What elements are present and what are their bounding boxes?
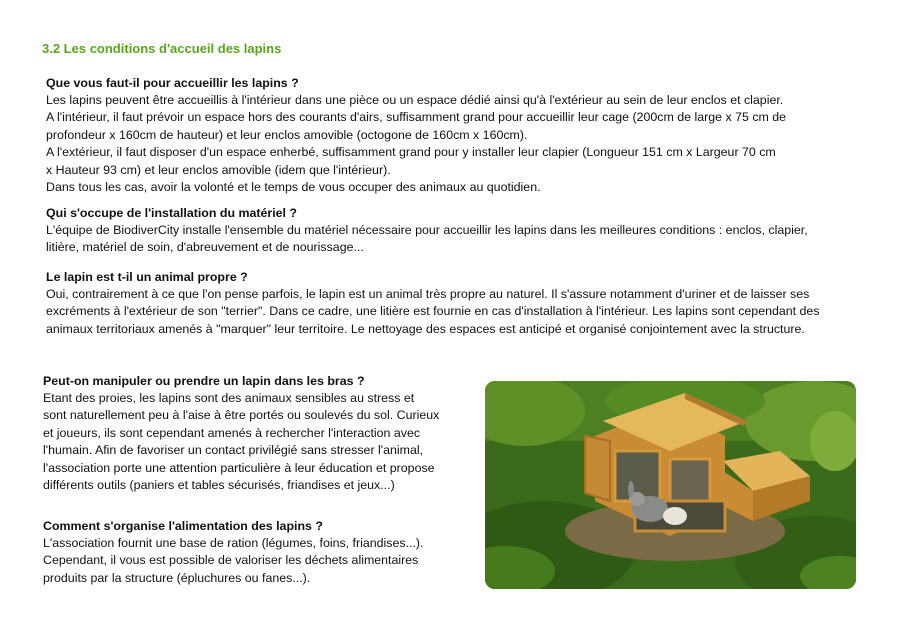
answer-line: Cependant, il vous est possible de valoriser les déchets alimentaires: [43, 553, 419, 568]
question-title: Comment s'organise l'alimentation des lapins ?: [43, 519, 323, 533]
answer-line: Dans tous les cas, avoir la volonté et le temps de vous occuper des animaux au quotidien.: [46, 180, 541, 195]
question-title: Qui s'occupe de l'installation du matériel ?: [46, 206, 298, 220]
rabbit-hutch-photo: [485, 381, 856, 589]
answer-line: Les lapins peuvent être accueillis à l'intérieur dans une pièce ou un espace dédié ainsi qu'à l'extérieur au sein de leur enclos et clapier.: [46, 93, 784, 107]
answer-line: A l'extérieur, il faut disposer d'un espace enherbé, suffisamment grand pour y installer leur clapier (Longueur 151 cm x Largeur 70 cm: [46, 145, 776, 160]
faq-block-installation: [46, 205, 861, 257]
answer-line: A l'intérieur, il faut prévoir un espace hors des courants d'airs, suffisamment grand pour accueillir leur cage (200cm de large x 75 cm de: [46, 110, 787, 125]
answer-line: L'association fournit une base de ration (légumes, foins, friandises...).: [43, 536, 424, 550]
answer-line: et joueurs, ils sont cependant amenés à rechercher l'interaction avec: [43, 425, 421, 440]
answer-line: différents outils (paniers et tables sécurisés, friandises et jeux...): [43, 478, 395, 493]
answer-line: produits par la structure (épluchures ou fanes...).: [43, 570, 311, 585]
answer-line: l'humain. Afin de favoriser un contact privilégié sans stresser l'animal,: [43, 443, 424, 458]
answer-line: l'association porte une attention particulière à leur éducation et propose: [43, 460, 435, 475]
answer-line: Oui, contrairement à ce que l'on pense parfois, le lapin est un animal très propre au naturel. Il s'assure notamment d'uriner et de laisser ses: [46, 287, 810, 301]
answer-line: litière, matériel de soin, d'abreuvement et de nourissage...: [46, 240, 364, 255]
answer-line: animaux territoriaux amenés à "marquer" leur territoire. Le nettoyage des espaces est anticipé et organisé conjointement avec la structure.: [46, 321, 805, 336]
section-title: 3.2 Les conditions d'accueil des lapins: [42, 41, 282, 56]
faq-block-proprete: [46, 269, 861, 338]
answer-line: sont naturellement peu à l'aise à être portés ou soulevés du sol. Curieux: [43, 408, 440, 423]
question-title: Que vous faut-il pour accueillir les lapins ?: [46, 76, 299, 90]
answer-line: x Hauteur 93 cm) et leur enclos amovible (idem que l'intérieur).: [46, 162, 391, 177]
answer-line: profondeur x 160cm de hauteur) et leur enclos amovible (octogone de 160cm x 160cm).: [46, 127, 528, 142]
question-title: Le lapin est t-il un animal propre ?: [46, 270, 248, 284]
faq-block-manipulation: [43, 373, 460, 494]
faq-block-accueil: [46, 75, 861, 196]
question-title: Peut-on manipuler ou prendre un lapin dans les bras ?: [43, 374, 365, 388]
faq-block-alimentation: [43, 518, 460, 587]
answer-line: excréments à l'extérieur de son "terrier". Dans ce cadre, une litière est fournie en cas d'installation à l'intérieur. Les lapins sont cependant des: [46, 304, 820, 319]
hutch-illustration: [485, 381, 856, 589]
answer-line: L'équipe de BiodiverCity installe l'ensemble du matériel nécessaire pour accueillir les lapins dans les meilleures conditions : enclos, clapier,: [46, 223, 808, 237]
answer-line: Etant des proies, les lapins sont des animaux sensibles au stress et: [43, 391, 415, 405]
